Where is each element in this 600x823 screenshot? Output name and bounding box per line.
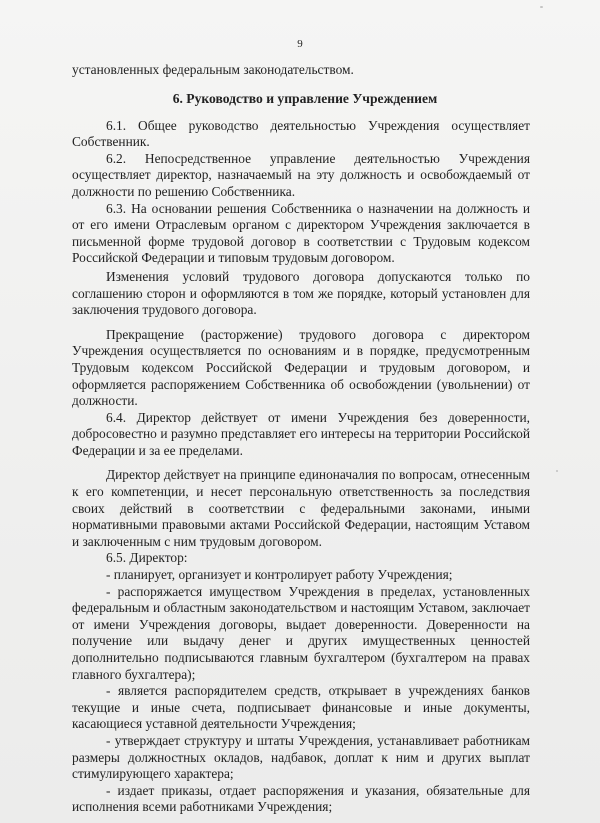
paragraph-contract-changes: Изменения условий трудового договора допускаются только по соглашению сторон и оформляются в том же порядке, который установлен для заключения трудового договора. <box>72 268 530 318</box>
paragraph-6-3: 6.3. На основании решения Собственника о назначении на должность и от его имени Отраслевым органом с директором Учреждения заключается в письменной форме трудовой договор в соответствии с Трудовым кодексом Российской Федерации и типовым трудовым договором. <box>72 200 530 266</box>
page-number: 9 <box>297 38 303 50</box>
paragraph-6-1: 6.1. Общее руководство деятельностью Учреждения осуществляет Собственник. <box>72 117 530 150</box>
list-item: - является распорядителем средств, открывает в учреждениях банков текущие и иные счета, подписывает финансовые и иные документы, касающиеся уставной деятельности Учреждения; <box>72 683 530 732</box>
paragraph-6-5: 6.5. Директор: <box>106 550 188 566</box>
paragraph-6-4: 6.4. Директор действует от имени Учреждения без доверенности, добросовестно и разумно представляет его интересы на территории Российской Федерации и за ее пределами. <box>72 409 530 458</box>
scan-speck <box>540 6 543 8</box>
document-body <box>72 62 530 816</box>
continuation-line: установленных федеральным законодательством. <box>72 62 354 77</box>
paragraph-6-2: 6.2. Непосредственное управление деятельностью Учреждения осуществляет директор, назначаемый на эту должность и освобождаемый от должности по решению Собственника. <box>72 150 530 199</box>
list-item: - распоряжается имуществом Учреждения в пределах, установленных федеральным и областным законодательством и настоящим Уставом, заключает от имени Учреждения договоры, выдает доверенности. Доверенности на получение или выдачу денег и других имущественных ценностей дополнительно подписываются главным бухгалтером (бухгалтером на правах главного бухгалтера); <box>72 583 530 682</box>
list-item: - планирует, организует и контролирует работу Учреждения; <box>106 567 453 583</box>
paragraph-director-authority: Директор действует на принципе единоначалия по вопросам, отнесенным к его компетенции, и несет персональную ответственность за последствия своих действий в соответствии с федеральными законами, иными нормативными правовыми актами Российской Федерации, настоящим Уставом и заключенным с ним трудовым договором. <box>72 467 530 549</box>
list-item: - утверждает структуру и штаты Учреждения, устанавливает работникам размеры должностных окладов, надбавок, доплат к ним и других выплат стимулирующего характера; <box>72 732 530 782</box>
paragraph-contract-termination: Прекращение (расторжение) трудового договора с директором Учреждения осуществляется по основаниям и в порядке, предусмотренным Трудовым кодексом Российской Федерации и трудовым договором, и оформляется распоряжением Собственника об освобождении (увольнении) от должности. <box>72 326 530 409</box>
section-title: 6. Руководство и управление Учреждением <box>172 90 438 106</box>
scan-speck <box>556 470 558 472</box>
list-item: - издает приказы, отдает распоряжения и указания, обязательные для исполнения всеми работниками Учреждения; <box>72 782 530 815</box>
